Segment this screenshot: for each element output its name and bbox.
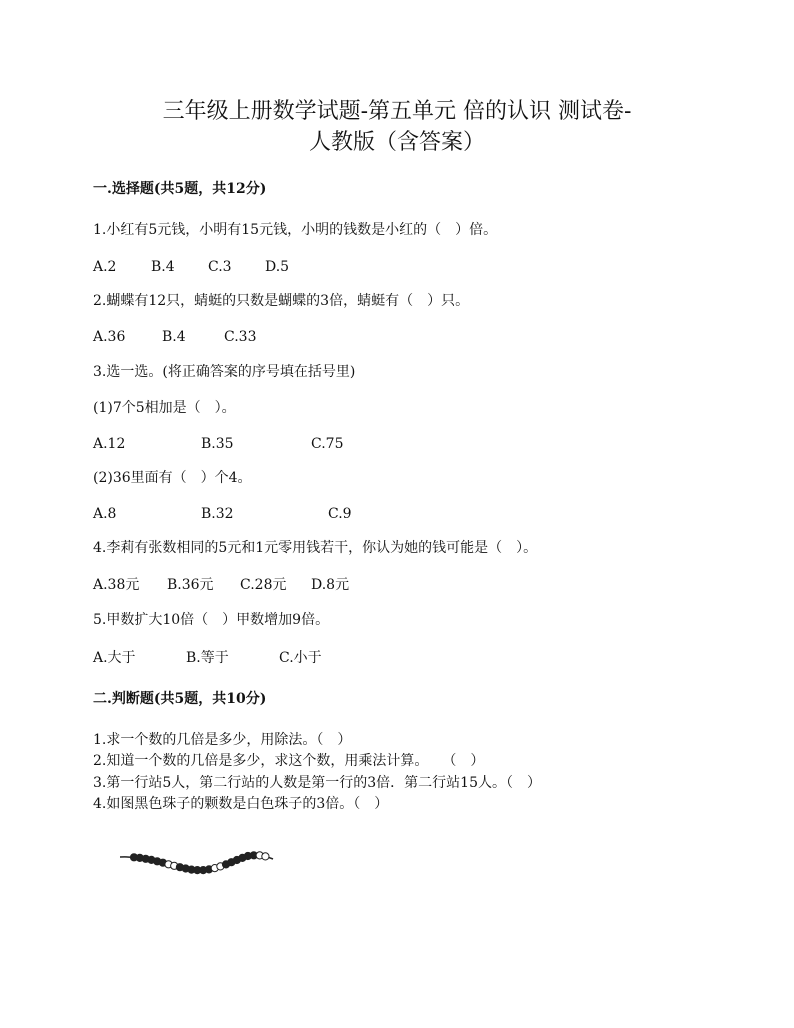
option-a: A.38元 (93, 577, 140, 593)
option-c: C.33 (224, 329, 257, 345)
option-b: B.4 (151, 259, 175, 275)
option-a: A.12 (93, 436, 126, 452)
doc-title-line1: 三年级上册数学试题-第五单元 倍的认识 测试卷- (162, 99, 632, 124)
question-4: 4.李莉有张数相同的5元和1元零用钱若干，你认为她的钱可能是（ ）。 (93, 540, 538, 556)
judge-item-4: 4.如图黑色珠子的颗数是白色珠子的3倍。（ ） (93, 796, 389, 812)
option-c: C.28元 (240, 577, 287, 593)
option-a: A.2 (93, 259, 117, 275)
question-3: 3.选一选。(将正确答案的序号填在括号里) (93, 364, 356, 380)
option-b: B.35 (201, 436, 234, 452)
question-3-sub1: (1)7个5相加是（ ）。 (93, 400, 236, 416)
option-b: B.4 (162, 329, 186, 345)
option-c: C.3 (208, 259, 232, 275)
option-a: A.8 (93, 506, 117, 522)
option-b: B.32 (201, 506, 234, 522)
question-1: 1.小红有5元钱，小明有15元钱，小明的钱数是小红的（ ）倍。 (93, 222, 498, 238)
option-c: C.小于 (279, 650, 322, 666)
question-5: 5.甲数扩大10倍（ ）甲数增加9倍。 (93, 612, 330, 628)
judge-item-2: 2.知道一个数的几倍是多少，求这个数，用乘法计算。 （ ） (93, 753, 485, 769)
bead-string-figure (118, 842, 278, 882)
judge-item-3: 3.第一行站5人，第二行站的人数是第一行的3倍．第二行站15人。（ ） (93, 775, 541, 791)
option-d: D.5 (265, 259, 290, 275)
section2-heading: 二.判断题(共5题，共10分) (93, 691, 267, 707)
question-3-sub2: (2)36里面有（ ）个4。 (93, 470, 252, 486)
white-bead (262, 853, 269, 860)
option-c: C.9 (328, 506, 352, 522)
option-b: B.36元 (167, 577, 214, 593)
option-c: C.75 (311, 436, 344, 452)
option-a: A.大于 (93, 650, 136, 666)
option-b: B.等于 (186, 650, 229, 666)
option-a: A.36 (93, 329, 126, 345)
option-d: D.8元 (311, 577, 350, 593)
question-2: 2.蝴蝶有12只，蜻蜓的只数是蝴蝶的3倍，蜻蜓有（ ）只。 (93, 293, 470, 309)
judge-item-1: 1.求一个数的几倍是多少，用除法。（ ） (93, 732, 352, 748)
bead-group (130, 852, 269, 874)
doc-title-line2: 人教版（含答案） (308, 130, 485, 155)
section1-heading: 一.选择题(共5题，共12分) (93, 181, 267, 197)
